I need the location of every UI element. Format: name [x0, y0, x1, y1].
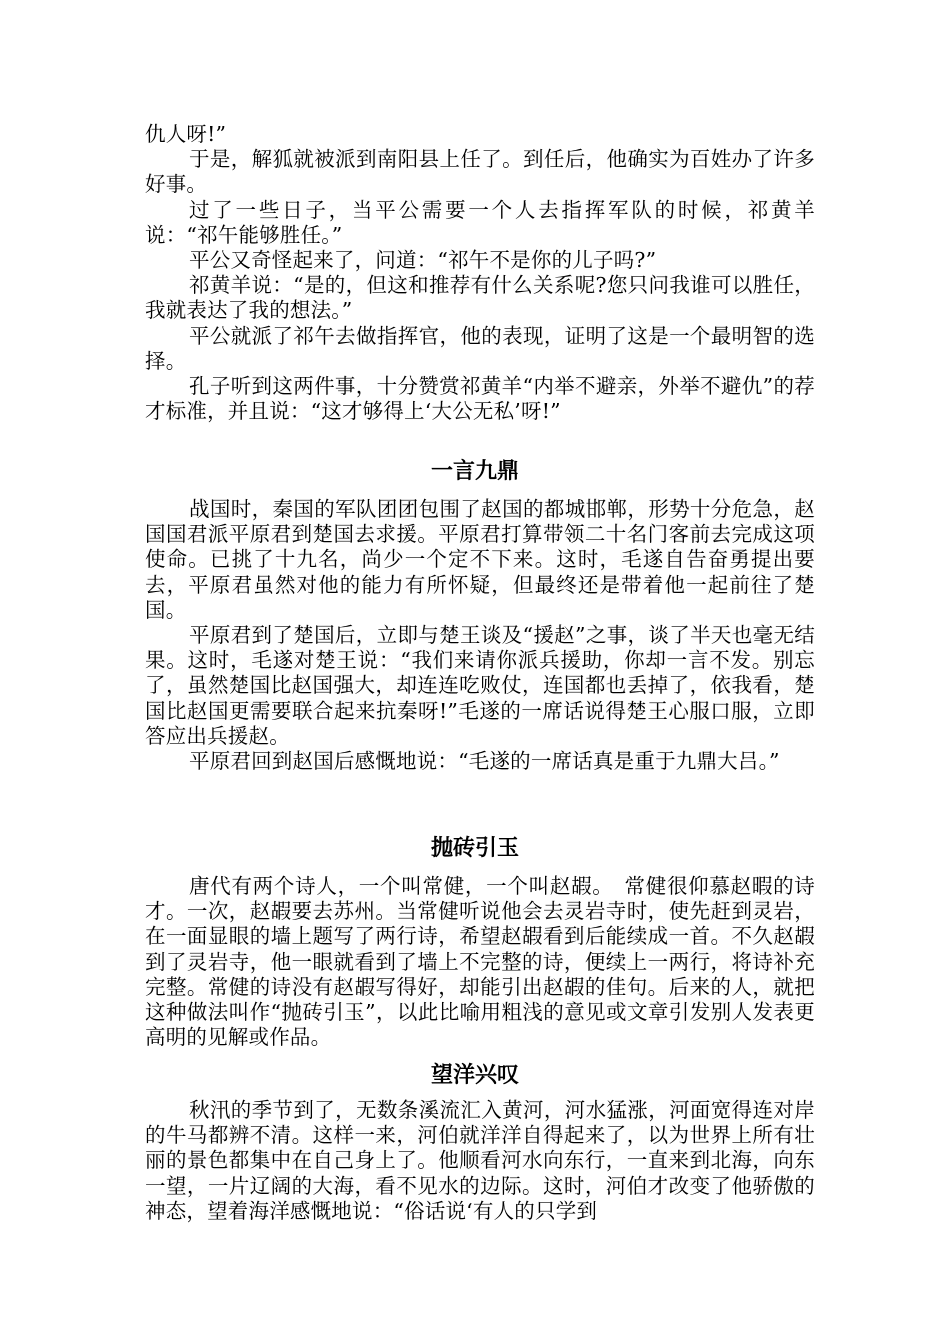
- paragraph: 战国时，秦国的军队团团包围了赵国的都城邯郸，形势十分危急，赵国国君派平原君到楚国去求援。平原君打算带领二十名门客前去完成这项使命。已挑了十九名，尚少一个定不下来。这时，毛遂自告奋勇提出要去，平原君虽然对他的能力有所怀疑，但最终还是带着他一起前往了楚国。: [145, 497, 815, 622]
- section-title-paozhuanyinyu: 抛砖引玉: [430, 836, 519, 861]
- paragraph: 祁黄羊说：“是的，但这和推荐有什么关系呢?您只问我谁可以胜任，我就表达了我的想法。”: [145, 273, 815, 323]
- paragraph: 孔子听到这两件事，十分赞赏祁黄羊“内举不避亲，外举不避仇”的荐才标准，并且说：“这才够得上‘大公无私’呀!”: [145, 374, 815, 424]
- paragraph: 平公又奇怪起来了，问道：“祁午不是你的儿子吗?”: [189, 248, 657, 273]
- story-wangyangxingtan: [145, 1098, 815, 1224]
- story-yiyanjiuding: [145, 497, 815, 774]
- story-continuation: [145, 122, 815, 424]
- story-paozhuanyinyu: [145, 874, 815, 1050]
- paragraph: 秋汛的季节到了，无数条溪流汇入黄河，河水猛涨，河面宽得连对岸的牛马都辨不清。这样一来，河伯就洋洋自得起来了，以为世界上所有壮丽的景色都集中在自己身上了。他顺看河水向东行，一直来到北海，向东一望，一片辽阔的大海，看不见水的边际。这时，河伯才改变了他骄傲的神态，望着海洋感慨地说：“俗话说‘有人的只学到: [145, 1098, 815, 1223]
- paragraph: 过了一些日子，当平公需要一个人去指挥军队的时候，祁黄羊说：“祁午能够胜任。”: [145, 197, 815, 247]
- paragraph: 平公就派了祁午去做指挥官，他的表现，证明了这是一个最明智的选择。: [145, 323, 815, 373]
- paragraph: 平原君到了楚国后，立即与楚王谈及“援赵”之事，谈了半天也毫无结果。这时，毛遂对楚王说：“我们来请你派兵援助，你却一言不发。别忘了，虽然楚国比赵国强大，却连连吃败仗，连国都也丢掉了，依我看，楚国比赵国更需要联合起来抗秦呀!”毛遂的一席话说得楚王心服口服，立即答应出兵援赵。: [145, 623, 815, 748]
- paragraph: 平原君回到赵国后感慨地说：“毛遂的一席话真是重于九鼎大吕。”: [189, 749, 780, 774]
- section-title-yiyanjiuding: 一言九鼎: [430, 459, 519, 484]
- paragraph: 唐代有两个诗人，一个叫常健，一个叫赵嘏。 常健很仰慕赵暇的诗才。一次，赵嘏要去苏州。当常健听说他会去灵岩寺时，使先赶到灵岩，在一面显眼的墙上题写了两行诗，希望赵嘏看到后能续成一首。不久赵嘏到了灵岩寺，他一眼就看到了墙上不完整的诗，便续上一两行，将诗补充完整。常健的诗没有赵嘏写得好，却能引出赵嘏的佳句。后来的人，就把这种做法叫作“抛砖引玉”，以此比喻用粗浅的意见或文章引发别人发表更高明的见解或作品。: [145, 874, 815, 1050]
- paragraph: 仇人呀!”: [145, 122, 227, 146]
- section-title-wangyangxingtan: 望洋兴叹: [430, 1063, 519, 1088]
- paragraph: 于是，解狐就被派到南阳县上任了。到任后，他确实为百姓办了许多好事。: [145, 147, 815, 197]
